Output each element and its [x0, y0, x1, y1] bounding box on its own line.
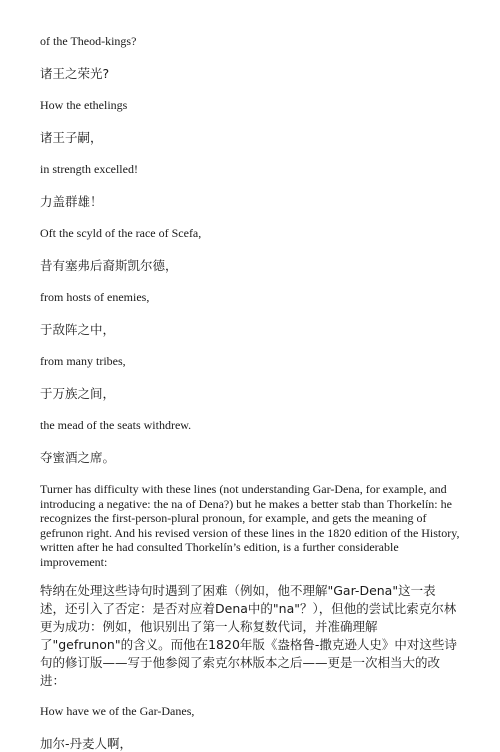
verse-line-zh: 于敌阵之中，	[40, 322, 116, 337]
verse-line-en: from many tribes,	[40, 354, 126, 368]
verse-line-zh: 诸王之荣光?	[40, 66, 110, 81]
verse-line-en: in strength excelled!	[40, 162, 138, 176]
commentary-paragraph-en: Turner has difficulty with these lines (not understanding Gar-Dena, for example, and introducing a negative: the na of Dena?) but he makes a better stab than Thorkelín: he recognizes the first-person-plural pronoun, for example, and gets the meaning of gefrunon right. And his revised version of these lines in the 1820 edition of the History, written after he had consulted Thorkelín’s edition, is a further considerable improvement:	[40, 482, 460, 569]
verse-line-en: from hosts of enemies,	[40, 290, 150, 304]
commentary-paragraph-zh: 特纳在处理这些诗句时遇到了困难（例如，他不理解"Gar-Dena"这一表述，还引入了否定：是否对应着Dena中的"na"？），但他的尝试比索克尔林更为成功：例如，他识别出了第一人称复数代词，并准确理解了"gefrunon"的含义。而他在1820年版《盎格鲁-撒克逊人史》中对这些诗句的修订版——写于他参阅了索克尔林版本之后——更是一次相当大的改进：	[40, 583, 457, 688]
verse-line-en: How have we of the Gar-Danes,	[40, 704, 195, 718]
verse-line-zh: 力盖群雄！	[40, 194, 103, 209]
verse-line-en: of the Theod-kings?	[40, 34, 137, 48]
verse-line-zh: 夺蜜酒之席。	[40, 450, 116, 465]
verse-line-zh: 加尔-丹麦人啊，	[40, 736, 133, 751]
verse-line-zh: 于万族之间，	[40, 386, 116, 401]
verse-line-zh: 昔有塞弗后裔斯凯尔德，	[40, 258, 178, 273]
verse-line-en: Oft the scyld of the race of Scefa,	[40, 226, 202, 240]
document-page	[40, 34, 460, 752]
verse-line-en: How the ethelings	[40, 98, 128, 112]
verse-line-zh: 诸王子嗣，	[40, 130, 103, 145]
verse-line-en: the mead of the seats withdrew.	[40, 418, 192, 432]
